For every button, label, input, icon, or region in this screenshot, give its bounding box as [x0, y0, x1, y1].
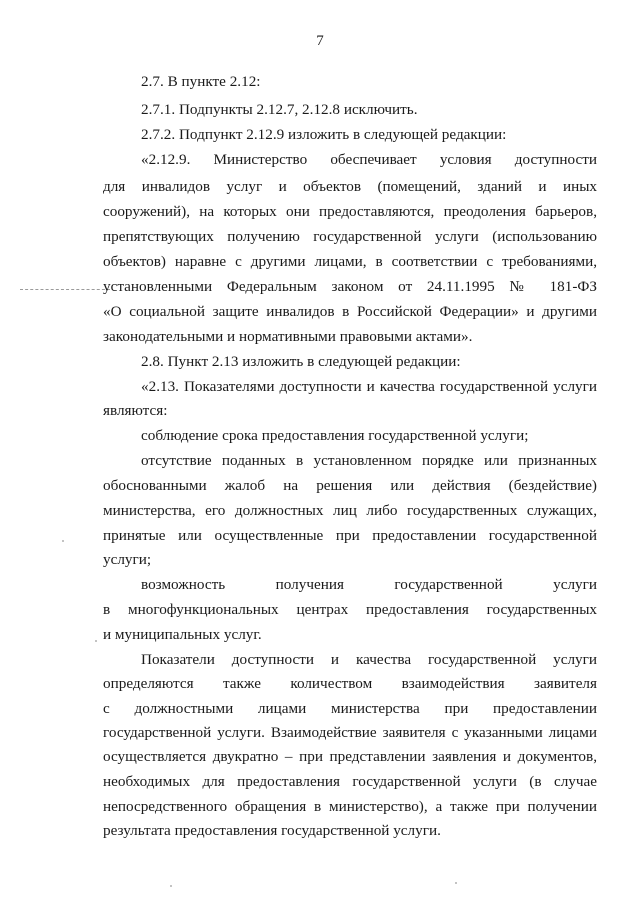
text-line: являются:	[103, 402, 168, 419]
text-line: отсутствие поданных в установленном порядке или признанных	[141, 452, 597, 469]
text-line: 2.8. Пункт 2.13 изложить в следующей редакции:	[141, 353, 461, 370]
text-line: результата предоставления государственной услуги.	[103, 822, 441, 839]
scan-speck	[62, 540, 64, 542]
text-line: необходимых для предоставления государственной услуги (в случае	[103, 773, 597, 790]
text-line: соблюдение срока предоставления государственной услуги;	[141, 427, 529, 444]
text-line: с должностными лицами министерства при предоставлении	[103, 700, 597, 717]
text-line: определяются также количеством взаимодействия заявителя	[103, 675, 597, 692]
text-line: и муниципальных услуг.	[103, 626, 262, 643]
text-line: «О социальной защите инвалидов в Российской Федерации» и другими	[103, 303, 597, 320]
text-line: Показатели доступности и качества государственной услуги	[141, 651, 597, 668]
text-line: «2.13. Показателями доступности и качества государственной услуги	[141, 378, 597, 395]
text-line: для инвалидов услуг и объектов (помещений, зданий и иных	[103, 178, 597, 195]
text-line: осуществляется двукратно – при представлении заявления и документов,	[103, 748, 597, 765]
text-line: 2.7. В пункте 2.12:	[141, 73, 261, 90]
text-line: министерства, его должностных лиц либо государственных служащих,	[103, 502, 597, 519]
scan-speck	[95, 640, 97, 642]
text-line: принятые или осуществленные при предоставлении государственной	[103, 527, 597, 544]
text-line: сооружений), на которых они предоставляются, преодоления барьеров,	[103, 203, 597, 220]
text-line: обоснованными жалоб на решения или действия (бездействие)	[103, 477, 597, 494]
text-line: препятствующих получению государственной услуги (использованию	[103, 228, 597, 245]
text-line: возможность получения государственной услуги	[141, 576, 597, 593]
text-line: в многофункциональных центрах предоставления государственных	[103, 601, 597, 618]
scan-artifact-line	[20, 289, 110, 290]
text-line: законодательными и нормативными правовыми актами».	[103, 328, 473, 345]
text-line: «2.12.9. Министерство обеспечивает условия доступности	[141, 151, 597, 168]
text-line: 2.7.1. Подпункты 2.12.7, 2.12.8 исключить.	[141, 101, 418, 118]
scan-speck	[170, 885, 172, 887]
text-line: непосредственного обращения в министерство), а также при получении	[103, 798, 597, 815]
page-number: 7	[316, 33, 324, 49]
text-line: услуги;	[103, 551, 152, 568]
text-line: государственной услуги. Взаимодействие заявителя с указанными лицами	[103, 724, 597, 741]
text-line: 2.7.2. Подпункт 2.12.9 изложить в следующей редакции:	[141, 126, 507, 143]
scan-speck	[455, 882, 457, 884]
text-line: установленными Федеральным законом от 24.11.1995 № 181-ФЗ	[103, 278, 597, 295]
text-line: объектов) наравне с другими лицами, в соответствии с требованиями,	[103, 253, 597, 270]
